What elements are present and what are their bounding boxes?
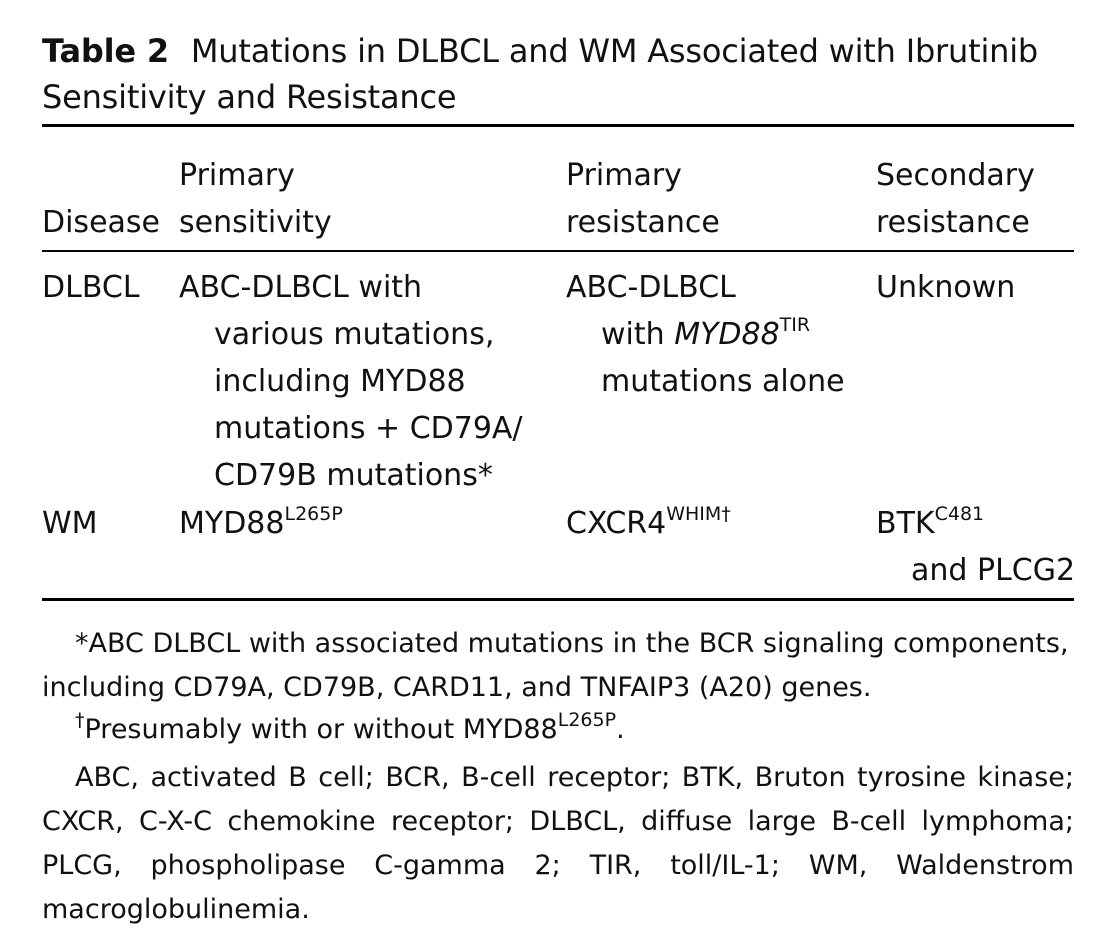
row-dlbcl-disease: DLBCL (42, 270, 140, 305)
row-wm-primary-resistance: $CXCR4^{WHIM\dagger}$ (566, 503, 731, 541)
row-wm-secondary-resistance: $BTK^{C481}$ and PLCG2 (876, 503, 1076, 588)
table-container (42, 28, 1076, 925)
table-caption (42, 28, 1074, 120)
header-secondary-resistance: Secondary resistance (876, 158, 1035, 240)
footnote-dagger: †Presumably with or without $MYD88^{L265P}$. (75, 709, 625, 745)
footnote-asterisk: *ABC DLBCL with associated mutations in the BCR signaling components, including CD79A, CD79B, CARD11, and TNFAIP3 (A20) genes. (42, 628, 1069, 703)
header-primary-sensitivity: Primary sensitivity (179, 158, 332, 240)
row-dlbcl-primary-resistance: ABC-DLBCL with $MYD88^{TIR}$ mutations alone (566, 270, 845, 399)
row-wm-primary-sensitivity: $MYD88^{L265P}$ (179, 503, 343, 541)
row-dlbcl-primary-sensitivity: ABC-DLBCL with various mutations, including MYD88 mutations + CD79A/ CD79B mutations* (179, 270, 523, 493)
footnote-abbreviations: ABC, activated B cell; BCR, B-cell receptor; BTK, Bruton tyrosine kinase; CXCR, C-X-C chemokine receptor; DLBCL, diffuse large B-cell lymphoma; PLCG, phospholipase C-gamma 2; TIR, toll/IL-1; WM, Waldenstrom macroglobulinemia. (42, 762, 1074, 925)
table-title-line2: Sensitivity and Resistance (42, 78, 457, 116)
row-dlbcl-secondary-resistance: Unknown (876, 270, 1016, 305)
header-rule (42, 250, 1074, 252)
top-rule (42, 124, 1074, 127)
bottom-rule (42, 598, 1074, 601)
header-primary-resistance: Primary resistance (566, 158, 720, 240)
table-title-line1: Mutations in DLBCL and WM Associated with Ibrutinib (190, 32, 1039, 70)
header-disease: Disease (42, 205, 160, 240)
row-wm-disease: WM (42, 506, 98, 541)
table-label: Table 2 (42, 32, 169, 70)
